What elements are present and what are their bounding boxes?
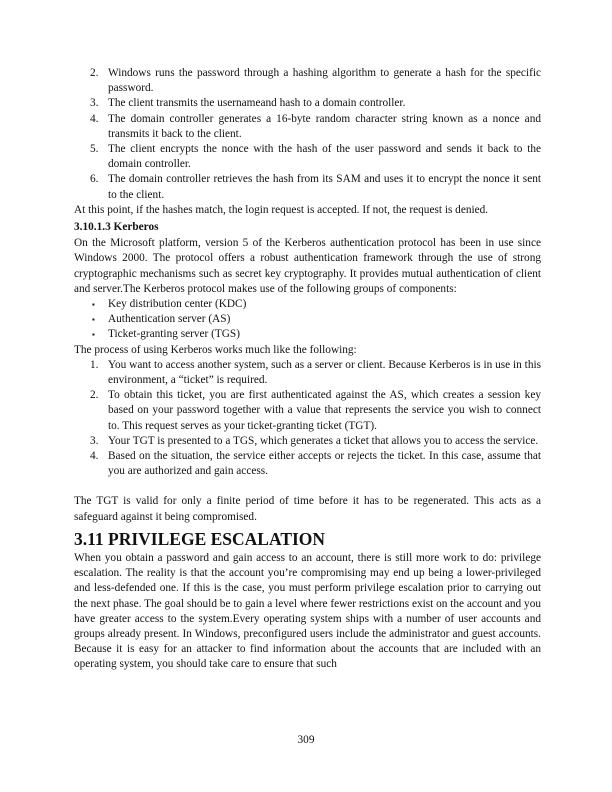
list-item: [74, 172, 541, 202]
list-item-text: Key distribution center (KDC): [108, 298, 247, 311]
kerberos-intro-paragraph: On the Microsoft platform, version 5 of the Kerberos authentication protocol has been in use since Windows 2000. The protocol offers a robust authentication framework through the use of strong cryptographic mechanisms such as secret key cryptography. It provides mutual authentication of client and server.The Kerberos protocol makes use of the following groups of components:: [74, 237, 541, 295]
square-bullet-icon: ▪: [92, 330, 95, 340]
list-item-text: The client encrypts the nonce with the hash of the user password and sends it back to the domain controller.: [108, 143, 541, 171]
section-title: 3.11 PRIVILEGE ESCALATION: [74, 528, 326, 549]
list-item: [74, 358, 541, 388]
list-item-text: Windows runs the password through a hashing algorithm to generate a hash for the specific password.: [108, 67, 541, 95]
list-item: [74, 112, 541, 142]
hash-match-paragraph: At this point, if the hashes match, the login request is accepted. If not, the request is denied.: [74, 203, 489, 216]
list-item-text: Authentication server (AS): [108, 313, 231, 326]
list-number: 2.: [90, 389, 99, 402]
tgt-paragraph: The TGT is valid for only a finite period of time before it has to be regenerated. This acts as a safeguard against it being compromised.: [74, 495, 541, 523]
page-content: [74, 66, 541, 673]
ntlm-steps-list: [74, 66, 541, 203]
list-item: [74, 312, 541, 327]
privilege-escalation-paragraph: When you obtain a password and gain access to an account, there is still more work to do: privilege escalation. The reality is that the account you’re compromising may end up being a lower-privileged and less-defended one. If this is the case, you must perform privilege escalation prior to carrying out the next phase. The goal should be to gain a level where fewer restrictions exist on the account and you have greater access to the system.Every operating system ships with a number of user accounts and groups already present. In Windows, preconfigured users include the administrator and guest accounts. Because it is easy for an attacker to find information about the accounts that are included with an operating system, you should take care to ensure that such: [74, 551, 541, 671]
list-item-text: The client transmits the usernameand hash to a domain controller.: [108, 97, 406, 110]
list-item: [74, 388, 541, 434]
page-number: 309: [297, 734, 315, 746]
list-item-text: Your TGT is presented to a TGS, which generates a ticket that allows you to access the service.: [108, 434, 539, 447]
kerberos-heading: 3.10.1.3 Kerberos: [74, 221, 159, 234]
square-bullet-icon: ▪: [92, 315, 95, 325]
list-item: [74, 142, 541, 172]
list-number: 4.: [90, 450, 99, 463]
list-number: 4.: [90, 112, 99, 125]
spacer: [74, 479, 541, 494]
process-paragraph: The process of using Kerberos works much like the following:: [74, 343, 357, 356]
list-item-text: The domain controller retrieves the hash from its SAM and uses it to encrypt the nonce it sent to the client.: [108, 173, 541, 201]
list-number: 1.: [90, 358, 99, 371]
list-item: [74, 96, 541, 111]
list-item: [74, 297, 541, 312]
list-item-text: Based on the situation, the service either accepts or rejects the ticket. In this case, assume that you are authorized and gain access.: [108, 450, 541, 478]
list-item: [74, 66, 541, 96]
list-item-text: To obtain this ticket, you are first authenticated against the AS, which creates a session key based on your password together with a value that represents the service you wish to connect to. This request serves as your ticket-granting ticket (TGT).: [108, 389, 541, 432]
list-number: 2.: [90, 67, 99, 79]
list-number: 6.: [90, 173, 99, 186]
list-item-text: Ticket-granting server (TGS): [108, 328, 240, 341]
list-item-text: The domain controller generates a 16-byte random character string known as a nonce and transmits it back to the client.: [108, 112, 541, 140]
kerberos-components-list: [74, 297, 541, 343]
list-number: 5.: [90, 143, 99, 156]
kerberos-steps-list: [74, 358, 541, 480]
list-item: [74, 327, 541, 342]
list-number: 3.: [90, 434, 99, 447]
list-number: 3.: [90, 97, 99, 110]
list-item-text: You want to access another system, such as a server or client. Because Kerberos is in use in this environment, a “ticket” is required.: [108, 358, 541, 387]
square-bullet-icon: ▪: [92, 300, 95, 310]
list-item: [74, 434, 541, 449]
list-item: [74, 449, 541, 479]
